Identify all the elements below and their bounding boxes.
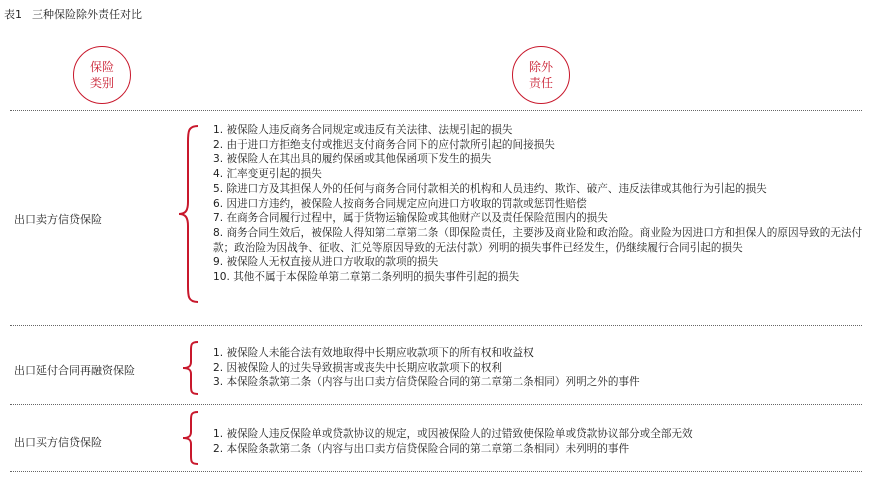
list-item: 2. 本保险条款第二条（内容与出口卖方信贷保险合同的第二章第二条相同）未列明的事件 xyxy=(213,442,630,455)
divider xyxy=(10,471,862,472)
list-item: 2. 由于进口方拒绝支付或推迟支付商务合同下的应付款所引起的间接损失 xyxy=(213,138,555,151)
list-item: 1. 被保险人未能合法有效地取得中长期应收款项下的所有权和收益权 xyxy=(213,347,534,359)
row-category: 出口买方信贷保险 xyxy=(14,436,102,449)
exclusion-header-circle xyxy=(512,46,570,104)
category-header-line2: 类别 xyxy=(89,76,114,90)
table-caption: 三种保险除外责任对比 xyxy=(32,8,142,21)
list-item: 3. 被保险人在其出具的履约保函或其他保函项下发生的损失 xyxy=(213,153,492,166)
list-item: 1. 被保险人违反保险单或贷款协议的规定，或因被保险人的过错致使保险单或贷款协议部分或全部无效 xyxy=(213,428,693,440)
row-category: 出口延付合同再融资保险 xyxy=(14,364,135,377)
table-number: 表1 xyxy=(4,8,22,21)
table-title xyxy=(4,6,142,22)
list-item: 6. 因进口方违约，被保险人按商务合同规定应向进口方收取的罚款或惩罚性赔偿 xyxy=(213,197,587,210)
left-brace-icon xyxy=(176,124,202,304)
list-item: 8. 商务合同生效后，被保险人得知第二章第二条（即保险责任，主要涉及商业险和政治险。商业险为因进口方和担保人的原因导致的无法付款；政治险为因战争、征收、汇兑等原因导致的无法付款）列明的损失事件已经发生，仍继续履行合同引起的损失 xyxy=(213,226,863,254)
list-item: 7. 在商务合同履行过程中，属于货物运输保险或其他财产以及责任保险范围内的损失 xyxy=(213,212,608,225)
list-item: 9. 被保险人无权直接从进口方收取的款项的损失 xyxy=(213,256,439,269)
exclusion-list xyxy=(213,123,868,285)
category-header-line1: 保险 xyxy=(89,60,114,74)
left-brace-icon xyxy=(180,340,202,396)
list-item: 4. 汇率变更引起的损失 xyxy=(213,168,322,181)
exclusion-list xyxy=(213,427,868,456)
exclusion-header-line2: 责任 xyxy=(528,76,553,90)
list-item: 1. 被保险人违反商务合同规定或违反有关法律、法规引起的损失 xyxy=(213,124,513,136)
divider xyxy=(10,404,862,405)
list-item: 3. 本保险条款第二条（内容与出口卖方信贷保险合同的第二章第二条相同）列明之外的事件 xyxy=(213,376,640,389)
list-item: 2. 因被保险人的过失导致损害或丧失中长期应收款项下的权利 xyxy=(213,361,502,374)
divider xyxy=(10,110,862,111)
exclusion-header-line1: 除外 xyxy=(528,60,553,74)
category-header-circle xyxy=(73,46,131,104)
list-item: 10. 其他不属于本保险单第二章第二条列明的损失事件引起的损失 xyxy=(213,271,520,284)
exclusion-list xyxy=(213,346,868,390)
left-brace-icon xyxy=(180,410,202,466)
divider xyxy=(10,325,862,326)
list-item: 5. 除进口方及其担保人外的任何与商务合同付款相关的机构和人员违约、欺诈、破产、违反法律或其他行为引起的损失 xyxy=(213,182,767,195)
row-category: 出口卖方信贷保险 xyxy=(14,213,102,226)
